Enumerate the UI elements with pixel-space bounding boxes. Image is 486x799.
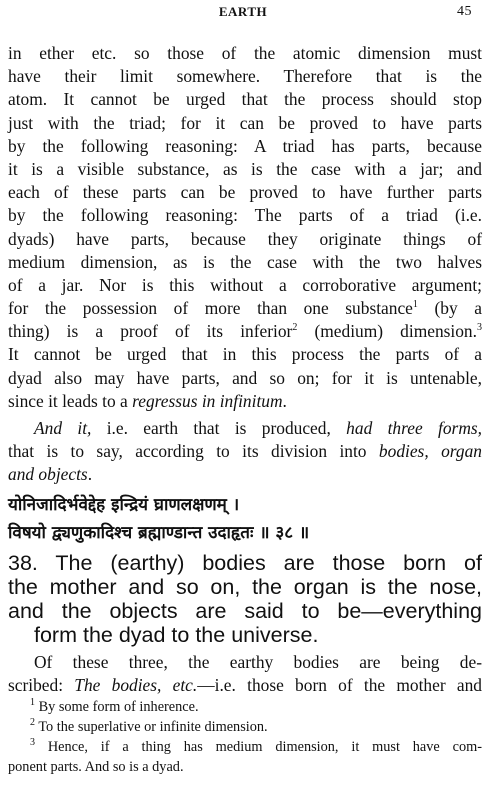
text-line [8, 674, 482, 697]
text-segment: . [87, 464, 93, 485]
footnote-text: By some form of inherence. [35, 699, 199, 715]
verse-translation [8, 551, 482, 647]
text-line [8, 463, 482, 486]
paragraph-1 [8, 42, 482, 413]
verse-line: 38. The (earthy) bodies are those born of [8, 550, 482, 575]
text-line: each of these parts can be proved to have further parts [8, 182, 482, 203]
footnote-ref-3: 3 [476, 322, 482, 334]
footnote-mark: 3 [30, 737, 35, 749]
text-segment: that is to say, according to its division into [8, 441, 379, 462]
text-line: it is a visible substance, as is the case with a jar; and [8, 158, 482, 179]
text-line: by the following reasoning: The parts of a triad (i.e. [8, 205, 482, 226]
footnote-3 [8, 737, 482, 757]
text-line: dyad also may have parts, and so on; for it is untenable, [8, 367, 482, 388]
text-segment: . [282, 390, 287, 411]
text-line: of a jar. Nor is this without a corroborative argument; [8, 274, 482, 295]
verse-line: and the objects are said to be—everything [8, 598, 482, 623]
text-line [8, 390, 482, 413]
text-line: It cannot be urged that in this process the parts of a [8, 344, 482, 365]
footnote-2 [8, 717, 482, 737]
text-segment: for the possession of more than one substance [8, 298, 413, 319]
sanskrit-verse [8, 491, 482, 547]
footnote-mark: 1 [30, 697, 35, 709]
text-line: in ether etc. so those of the atomic dimension must [8, 43, 482, 63]
text-segment: (by a [417, 298, 482, 319]
text-line: dyads) have parts, because they originate things of [8, 228, 482, 249]
text-line [8, 440, 482, 463]
text-segment: And it, [34, 418, 92, 438]
text-line: have their limit somewhere. Therefore that is the [8, 66, 482, 87]
text-line: Of these three, the earthy bodies are being de- [34, 651, 482, 672]
footnote-text: Hence, if a thing has medium dimension, it must have com- [35, 739, 482, 755]
text-line: just with the triad; for it can be proved to have parts [8, 112, 482, 133]
sanskrit-line: योनिजादिर्भवेद्देह इन्द्रियं घ्राणलक्षणम् । [8, 494, 240, 515]
footnotes [8, 697, 482, 777]
footnote-text: ponent parts. And so is a dyad. [8, 759, 184, 775]
text-segment: —i.e. those born of the mother and [197, 674, 482, 695]
text-segment: since it leads to a [8, 390, 128, 411]
text-line [8, 417, 482, 440]
footnote-1 [8, 697, 482, 717]
running-header [0, 4, 486, 22]
text-segment: and objects [8, 464, 88, 485]
text-line [8, 320, 482, 343]
text-line: by the following reasoning: A triad has parts, because [8, 135, 482, 156]
text-segment: The bodies, etc. [74, 674, 198, 695]
text-segment: thing) is a proof of its inferior [8, 321, 293, 342]
text-line [8, 297, 482, 320]
text-segment: scribed: [8, 674, 75, 695]
verse-line: form the dyad to the universe. [34, 622, 319, 647]
verse-line: the mother and so on, the organ is the nose, [8, 574, 482, 599]
text-segment: i.e. earth that is produced, [91, 418, 347, 438]
text-segment: bodies, organ [378, 441, 482, 462]
main-text [8, 42, 482, 697]
footnote-3-cont [8, 757, 482, 777]
footnote-ref-1: 1 [412, 299, 418, 311]
footnote-text: To the superlative or infinite dimension. [35, 719, 268, 735]
page-number: 45 [457, 4, 472, 19]
paragraph-2 [8, 417, 482, 487]
footnote-ref-2: 2 [292, 322, 298, 334]
footnote-mark: 2 [30, 717, 35, 729]
paragraph-3 [8, 651, 482, 697]
sanskrit-line: विषयो द्व्यणुकादिश्च ब्रह्माण्डान्त उदाहृतः ॥ ३८ ॥ [8, 522, 310, 543]
text-segment: had three forms, [346, 418, 482, 438]
text-segment: (medium) dimension. [297, 321, 477, 342]
latin-phrase: regressus in infinitum [132, 390, 283, 411]
text-line: atom. It cannot be urged that the process should stop [8, 89, 482, 110]
chapter-title: EARTH [218, 4, 268, 19]
text-line: medium dimension, as is the case with the two halves [8, 251, 482, 272]
